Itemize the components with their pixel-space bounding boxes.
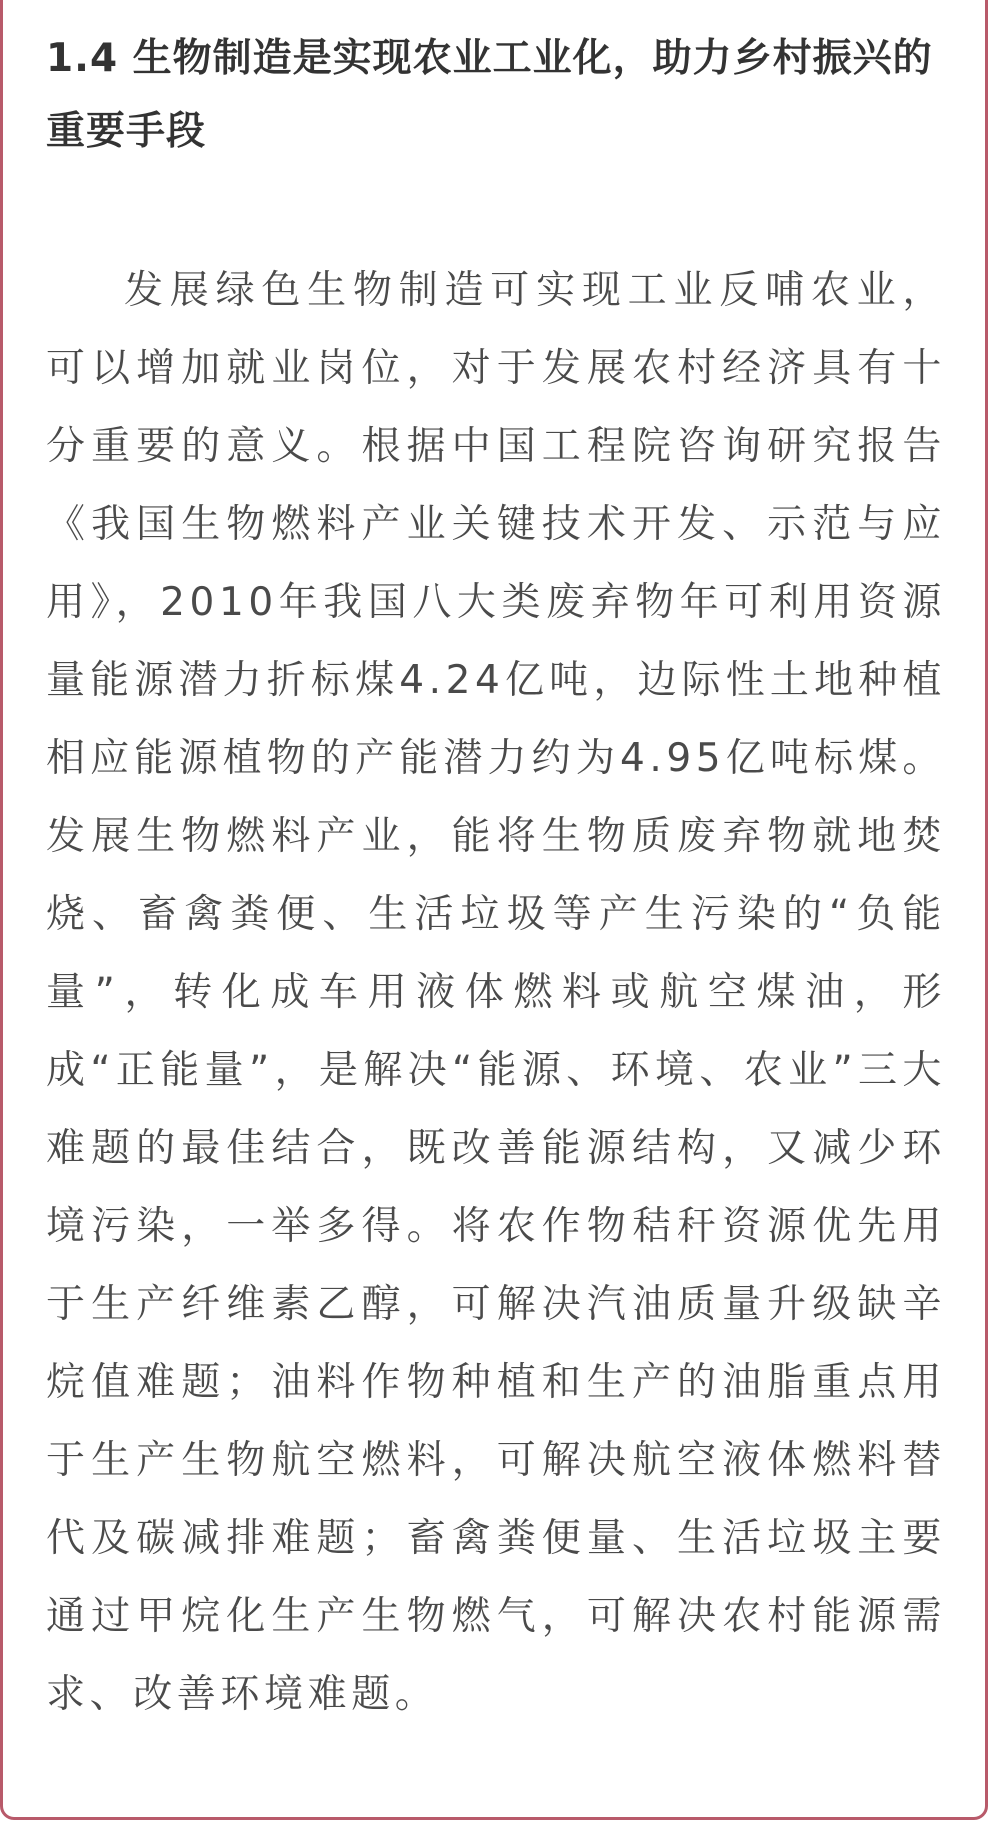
article-content — [46, 22, 946, 1734]
section-heading: 1.4 生物制造是实现农业工业化，助力乡村振兴的重要手段 — [46, 36, 933, 154]
body-paragraph: 发展绿色生物制造可实现工业反哺农业，可以增加就业岗位，对于发展农村经济具有十分重要的意义。根据中国工程院咨询研究报告《我国生物燃料产业关键技术开发、示范与应用》，2010年我国八大类废弃物年可利用资源量能源潜力折标煤4.24亿吨，边际性土地种植相应能源植物的产能潜力约为4.95亿吨标煤。发展生物燃料产业，能将生物质废弃物就地焚烧、畜禽粪便、生活垃圾等产生污染的“负能量”，转化成车用液体燃料或航空煤油，形成“正能量”，是解决“能源、环境、农业”三大难题的最佳结合，既改善能源结构，又减少环境污染，一举多得。将农作物秸秆资源优先用于生产纤维素乙醇，可解决汽油质量升级缺辛烷值难题；油料作物种植和生产的油脂重点用于生产生物航空燃料，可解决航空液体燃料替代及碳减排难题；畜禽粪便量、生活垃圾主要通过甲烷化生产生物燃气，可解决农村能源需求、改善环境难题。 — [46, 268, 946, 1717]
